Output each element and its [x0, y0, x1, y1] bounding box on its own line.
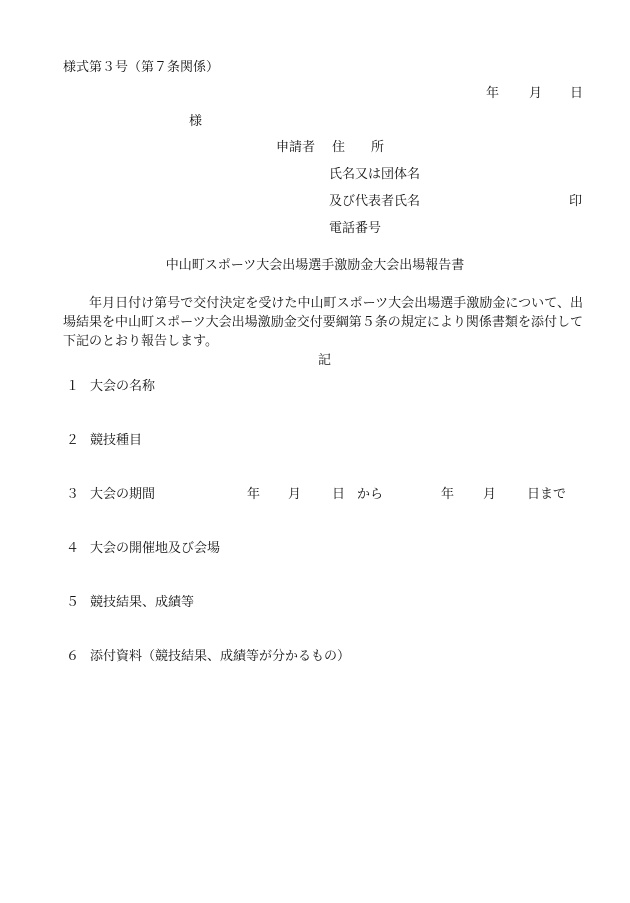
period-day-start: 日 — [332, 487, 346, 502]
item-label-event-name: 大会の名称 — [90, 379, 156, 394]
period-from: から — [357, 487, 384, 502]
item-number: ４ — [66, 541, 80, 556]
address-label: 住 所 — [332, 140, 385, 155]
item-label-venue: 大会の開催地及び会場 — [90, 541, 221, 556]
document-title: 中山町スポーツ大会出場選手激励金大会出場報告書 — [165, 258, 465, 273]
item-number: ５ — [66, 595, 80, 610]
addressee-suffix: 様 — [189, 114, 203, 129]
item-number: ２ — [66, 433, 80, 448]
item-number: １ — [66, 379, 80, 394]
period-year-end: 年 — [441, 487, 455, 502]
phone-label: 電話番号 — [329, 221, 382, 236]
representative-label: 及び代表者氏名 — [329, 194, 421, 209]
item-number: ３ — [66, 487, 80, 502]
applicant-label: 申請者 — [276, 140, 316, 155]
period-year-start: 年 — [247, 487, 261, 502]
period-day-until: 日まで — [527, 487, 567, 502]
period-month-start: 月 — [288, 487, 302, 502]
date-year: 年 — [486, 86, 500, 101]
form-label: 様式第３号（第７条関係） — [63, 60, 220, 75]
name-label: 氏名又は団体名 — [329, 167, 421, 182]
item-label-attachments: 添付資料（競技結果、成績等が分かるもの） — [90, 649, 351, 664]
item-label-sport: 競技種目 — [90, 433, 143, 448]
ki-mark: 記 — [318, 353, 332, 368]
body-paragraph: 年月日付け第号で交付決定を受けた中山町スポーツ大会出場選手激励金について、出場結果を中山町スポーツ大会出場激励金交付要綱第５条の規定により関係書類を添付して下記のとおり報告します。 — [63, 296, 583, 349]
date-month: 月 — [529, 86, 543, 101]
seal-mark: 印 — [569, 194, 583, 209]
item-number: ６ — [66, 649, 80, 664]
item-label-period: 大会の期間 — [90, 487, 156, 502]
item-label-results: 競技結果、成績等 — [90, 595, 195, 610]
period-month-end: 月 — [483, 487, 497, 502]
date-day: 日 — [570, 86, 584, 101]
